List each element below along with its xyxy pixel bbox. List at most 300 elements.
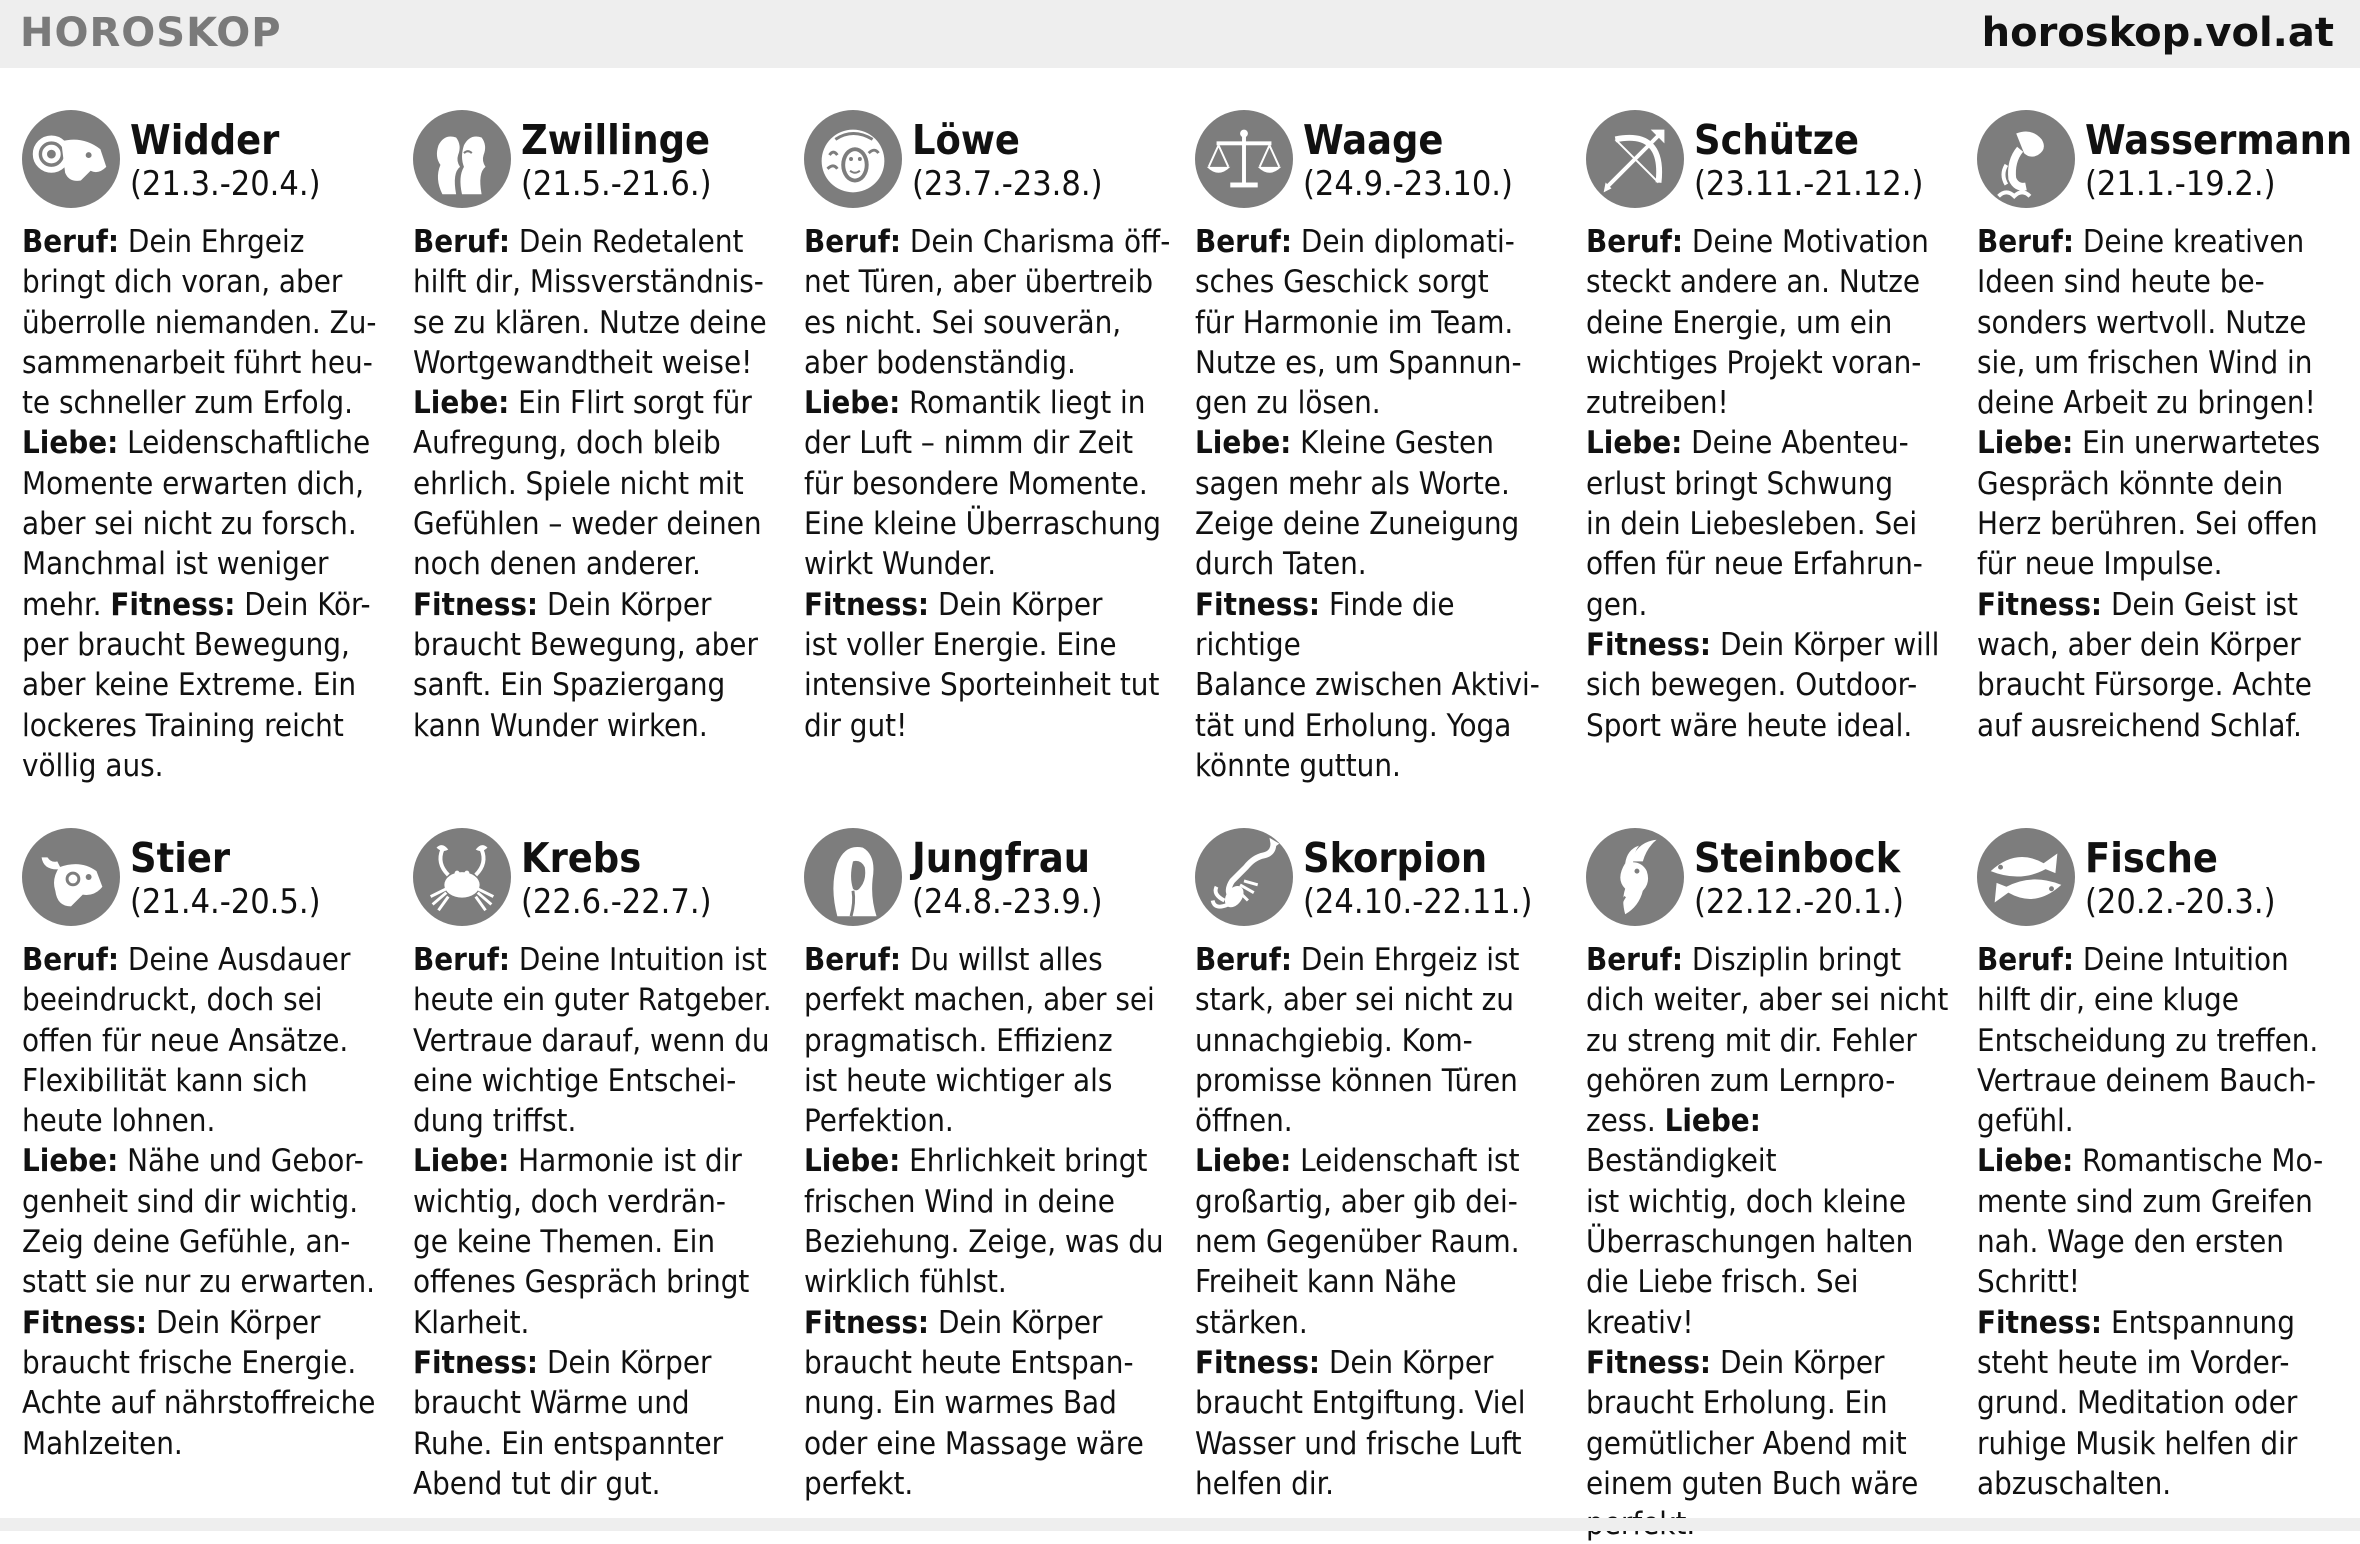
sign-name: Waage bbox=[1303, 116, 1444, 164]
header-bar bbox=[0, 0, 2360, 68]
text-segment: beeindruckt, doch sei bbox=[22, 982, 323, 1019]
bottom-rule bbox=[0, 1518, 2360, 1531]
text-line bbox=[1195, 544, 1567, 584]
text-line bbox=[1195, 1182, 1567, 1222]
text-line bbox=[1586, 423, 1958, 463]
text-line bbox=[22, 1424, 394, 1464]
text-line bbox=[1195, 1464, 1567, 1504]
pisces-fish-icon bbox=[1977, 828, 2075, 926]
text-line bbox=[22, 1343, 394, 1383]
libra-scales-icon bbox=[1195, 110, 1293, 208]
text-segment: Vertraue deinem Bauch- bbox=[1977, 1062, 2316, 1099]
text-segment: gen zu lösen. bbox=[1195, 385, 1381, 422]
text-segment: braucht Fürsorge. Achte bbox=[1977, 667, 2312, 704]
text-segment: promisse können Türen bbox=[1195, 1062, 1518, 1099]
text-line bbox=[22, 665, 394, 705]
text-segment: nah. Wage den ersten bbox=[1977, 1224, 2284, 1261]
text-line bbox=[1977, 383, 2349, 423]
text-line bbox=[804, 1101, 1176, 1141]
text-line bbox=[1195, 1262, 1567, 1302]
text-line bbox=[804, 1303, 1176, 1343]
text-segment: völlig aus. bbox=[22, 747, 164, 784]
text-line bbox=[22, 303, 394, 343]
text-segment: noch denen anderer. bbox=[413, 546, 701, 583]
text-line bbox=[22, 383, 394, 423]
text-line bbox=[1586, 1383, 1958, 1423]
text-segment: intensive Sporteinheit tut bbox=[804, 667, 1160, 704]
text-line bbox=[22, 1262, 394, 1302]
text-segment: offenes Gespräch bringt bbox=[413, 1264, 750, 1301]
text-segment: Wasser und frische Luft bbox=[1195, 1425, 1522, 1462]
text-segment: bringt dich voran, aber bbox=[22, 264, 343, 301]
text-line bbox=[22, 1182, 394, 1222]
section-label: Fitness: bbox=[1977, 1304, 2103, 1341]
text-line bbox=[1977, 1101, 2349, 1141]
text-line bbox=[22, 1101, 394, 1141]
aquarius-water-bearer-icon bbox=[1977, 110, 2075, 208]
sign-name: Löwe bbox=[912, 116, 1020, 164]
text-segment: braucht heute Entspan- bbox=[804, 1344, 1134, 1381]
section-label: Fitness: bbox=[804, 586, 930, 623]
section-label: Fitness: bbox=[1586, 1344, 1712, 1381]
text-segment: lockeres Training reicht bbox=[22, 707, 344, 744]
text-segment: Eine kleine Überraschung bbox=[804, 506, 1161, 543]
text-line bbox=[413, 1343, 785, 1383]
text-line bbox=[1977, 1021, 2349, 1061]
text-segment: öffnen. bbox=[1195, 1103, 1293, 1140]
text-line bbox=[1195, 303, 1567, 343]
text-line bbox=[1586, 1101, 1958, 1182]
text-segment: statt sie nur zu erwarten. bbox=[22, 1264, 376, 1301]
text-line bbox=[22, 1141, 394, 1181]
text-line bbox=[804, 706, 1176, 746]
text-segment: Schritt! bbox=[1977, 1264, 2080, 1301]
text-line bbox=[1977, 262, 2349, 302]
text-segment: mehr. bbox=[22, 586, 111, 623]
text-line bbox=[804, 980, 1176, 1020]
section-label: Liebe: bbox=[804, 1143, 901, 1180]
text-segment: perfekt machen, aber sei bbox=[804, 982, 1155, 1019]
text-line bbox=[413, 625, 785, 665]
text-segment: Dein Körper bbox=[538, 1344, 712, 1381]
text-line bbox=[413, 1141, 785, 1181]
text-line bbox=[413, 1262, 785, 1302]
text-segment: die Liebe frisch. Sei bbox=[1586, 1264, 1859, 1301]
text-segment: Romantische Mo- bbox=[2073, 1143, 2324, 1180]
text-line bbox=[804, 1464, 1176, 1504]
text-segment: dich weiter, aber sei nicht bbox=[1586, 982, 1949, 1019]
section-label: Fitness: bbox=[804, 1304, 930, 1341]
gemini-twins-icon bbox=[413, 110, 511, 208]
text-segment: wirkt Wunder. bbox=[804, 546, 997, 583]
capricorn-ibex-icon bbox=[1586, 828, 1684, 926]
section-label: Fitness: bbox=[1195, 1344, 1321, 1381]
text-segment: für neue Impulse. bbox=[1977, 546, 2223, 583]
text-line bbox=[1195, 706, 1567, 746]
text-line bbox=[22, 423, 394, 463]
text-segment: Beständigkeit bbox=[1586, 1143, 1777, 1180]
text-segment: gefühl. bbox=[1977, 1103, 2074, 1140]
text-line bbox=[1586, 1303, 1958, 1343]
text-segment: sich bewegen. Outdoor- bbox=[1586, 667, 1918, 704]
section-label: Beruf: bbox=[1977, 224, 2075, 260]
text-line bbox=[1977, 1424, 2349, 1464]
section-label: Liebe: bbox=[1977, 425, 2074, 462]
text-segment: sonders wertvoll. Nutze bbox=[1977, 304, 2307, 341]
text-segment: genheit sind dir wichtig. bbox=[22, 1183, 359, 1220]
text-segment: braucht Erholung. Ein bbox=[1586, 1385, 1888, 1422]
text-segment: wichtig, doch verdrän- bbox=[413, 1183, 726, 1220]
text-line bbox=[1977, 1182, 2349, 1222]
text-line bbox=[1195, 1343, 1567, 1383]
text-line bbox=[22, 1061, 394, 1101]
text-segment: Ein unerwartetes bbox=[2073, 425, 2321, 462]
text-segment: Dein Körper bbox=[147, 1304, 321, 1341]
text-segment: oder eine Massage wäre bbox=[804, 1425, 1144, 1462]
text-line bbox=[1195, 343, 1567, 383]
text-line bbox=[1195, 423, 1567, 463]
text-segment: es nicht. Sei souverän, bbox=[804, 304, 1122, 341]
text-segment: frischen Wind in deine bbox=[804, 1183, 1115, 1220]
text-segment: Vertraue darauf, wenn du bbox=[413, 1022, 770, 1059]
text-segment: pragmatisch. Effizienz bbox=[804, 1022, 1113, 1059]
text-segment: dir gut! bbox=[804, 707, 908, 744]
text-line bbox=[804, 1262, 1176, 1302]
text-line bbox=[1586, 222, 1958, 262]
horoscope-text bbox=[22, 940, 394, 1464]
text-segment: Mahlzeiten. bbox=[22, 1425, 183, 1462]
text-line bbox=[1977, 665, 2349, 705]
text-line bbox=[1977, 222, 2349, 262]
section-label: Beruf: bbox=[1977, 942, 2075, 978]
text-segment: dung triffst. bbox=[413, 1103, 577, 1140]
sign-name: Jungfrau bbox=[912, 834, 1091, 882]
aries-ram-icon bbox=[22, 110, 120, 208]
text-line bbox=[1195, 585, 1567, 666]
sagittarius-bow-icon bbox=[1586, 110, 1684, 208]
section-label: Beruf: bbox=[1586, 942, 1684, 978]
horoscope-text bbox=[1195, 222, 1567, 786]
text-segment: kreativ! bbox=[1586, 1304, 1694, 1341]
text-segment: braucht Wärme und bbox=[413, 1385, 690, 1422]
sign-dates: (21.4.-20.5.) bbox=[130, 882, 321, 922]
text-segment: Deine Intuition ist bbox=[510, 942, 767, 978]
text-line bbox=[413, 303, 785, 343]
text-line bbox=[1586, 1222, 1958, 1262]
text-segment: sagen mehr als Worte. bbox=[1195, 465, 1510, 502]
section-label: Liebe: bbox=[1664, 1103, 1761, 1140]
text-segment: Kleine Gesten bbox=[1291, 425, 1494, 462]
text-line bbox=[1195, 262, 1567, 302]
text-line bbox=[1977, 423, 2349, 463]
text-segment: Nähe und Gebor- bbox=[118, 1143, 364, 1180]
text-segment: te schneller zum Erfolg. bbox=[22, 385, 353, 422]
text-line bbox=[1586, 706, 1958, 746]
text-segment: Nutze es, um Spannun- bbox=[1195, 344, 1522, 381]
text-line bbox=[1195, 1383, 1567, 1423]
text-segment: wirklich fühlst. bbox=[804, 1264, 1007, 1301]
text-segment: unnachgiebig. Kom- bbox=[1195, 1022, 1473, 1059]
text-segment: könnte guttun. bbox=[1195, 747, 1401, 784]
text-segment: Balance zwischen Aktivi- bbox=[1195, 667, 1540, 704]
text-segment: mente sind zum Greifen bbox=[1977, 1183, 2313, 1220]
text-segment: Dein Geist ist bbox=[2102, 586, 2298, 623]
text-line bbox=[1195, 1141, 1567, 1181]
text-line bbox=[413, 585, 785, 625]
sign-name: Wassermann bbox=[2085, 116, 2353, 164]
text-segment: Zeige deine Zuneigung bbox=[1195, 506, 1520, 543]
text-line bbox=[1977, 940, 2349, 980]
section-label: Beruf: bbox=[22, 224, 120, 260]
section-label: Beruf: bbox=[1586, 224, 1684, 260]
text-segment: Dein diplomati- bbox=[1292, 224, 1515, 260]
text-line bbox=[1586, 1182, 1958, 1222]
horoscope-text bbox=[1195, 940, 1567, 1504]
horoscope-text bbox=[413, 940, 785, 1504]
text-line bbox=[1977, 706, 2349, 746]
text-segment: Dein Ehrgeiz ist bbox=[1292, 942, 1520, 978]
text-line bbox=[413, 383, 785, 423]
text-segment: hilft dir, eine kluge bbox=[1977, 982, 2239, 1019]
text-line bbox=[1195, 1101, 1567, 1141]
text-line bbox=[413, 1464, 785, 1504]
text-line bbox=[22, 343, 394, 383]
section-label: Liebe: bbox=[804, 385, 901, 422]
text-line bbox=[804, 383, 1176, 423]
text-line bbox=[22, 746, 394, 786]
text-segment: ist voller Energie. Eine bbox=[804, 626, 1117, 663]
text-line bbox=[1195, 1303, 1567, 1343]
text-segment: Romantik liegt in bbox=[900, 385, 1146, 422]
section-label: Beruf: bbox=[413, 224, 511, 260]
text-line bbox=[804, 303, 1176, 343]
section-label: Liebe: bbox=[1977, 1143, 2074, 1180]
section-label: Fitness: bbox=[1195, 586, 1321, 623]
text-segment: abzuschalten. bbox=[1977, 1465, 2172, 1502]
text-line bbox=[804, 1141, 1176, 1181]
text-segment: Ein Flirt sorgt für bbox=[509, 385, 752, 422]
text-line bbox=[804, 940, 1176, 980]
text-line bbox=[413, 940, 785, 980]
text-segment: überrolle niemanden. Zu- bbox=[22, 304, 377, 341]
text-line bbox=[22, 464, 394, 504]
text-segment: in dein Liebesleben. Sei bbox=[1586, 506, 1918, 543]
text-line bbox=[1977, 1222, 2349, 1262]
text-line bbox=[22, 980, 394, 1020]
text-segment: stärken. bbox=[1195, 1304, 1308, 1341]
text-line bbox=[413, 222, 785, 262]
section-label: Liebe: bbox=[1195, 1143, 1292, 1180]
text-segment: Ehrlichkeit bringt bbox=[900, 1143, 1148, 1180]
text-line bbox=[1195, 665, 1567, 705]
text-line bbox=[1586, 1061, 1958, 1101]
text-segment: ist wichtig, doch kleine bbox=[1586, 1183, 1907, 1220]
taurus-bull-icon bbox=[22, 828, 120, 926]
section-label: Liebe: bbox=[22, 1143, 119, 1180]
text-segment: se zu klären. Nutze deine bbox=[413, 304, 767, 341]
horoscope-text bbox=[804, 222, 1176, 746]
text-segment: steckt andere an. Nutze bbox=[1586, 264, 1921, 301]
text-line bbox=[1586, 625, 1958, 665]
text-line bbox=[1977, 1464, 2349, 1504]
text-segment: Disziplin bringt bbox=[1683, 942, 1902, 978]
text-line bbox=[413, 1182, 785, 1222]
text-line bbox=[1977, 980, 2349, 1020]
text-line bbox=[413, 1222, 785, 1262]
section-label: Beruf: bbox=[22, 942, 120, 978]
text-segment: heute lohnen. bbox=[22, 1103, 216, 1140]
text-segment: für besondere Momente. bbox=[804, 465, 1148, 502]
text-segment: Deine Intuition bbox=[2074, 942, 2289, 978]
section-label: Beruf: bbox=[804, 224, 902, 260]
text-line bbox=[1586, 383, 1958, 423]
sign-dates: (21.5.-21.6.) bbox=[521, 164, 712, 204]
text-segment: Harmonie ist dir bbox=[509, 1143, 742, 1180]
text-segment: heute ein guter Ratgeber. bbox=[413, 982, 772, 1019]
text-line bbox=[22, 625, 394, 665]
text-segment: wichtiges Projekt voran- bbox=[1586, 344, 1922, 381]
text-line bbox=[1977, 544, 2349, 584]
text-line bbox=[22, 544, 394, 584]
text-line bbox=[1586, 1343, 1958, 1383]
text-segment: offen für neue Erfahrun- bbox=[1586, 546, 1923, 583]
text-segment: Dein Charisma öff- bbox=[901, 224, 1171, 260]
horoscope-text bbox=[22, 222, 394, 786]
text-line bbox=[804, 625, 1176, 665]
text-line bbox=[413, 343, 785, 383]
text-segment: zu streng mit dir. Fehler bbox=[1586, 1022, 1917, 1059]
sign-dates: (24.10.-22.11.) bbox=[1303, 882, 1533, 922]
horoscope-text bbox=[1977, 222, 2349, 746]
text-line bbox=[1977, 1141, 2349, 1181]
text-line bbox=[804, 343, 1176, 383]
text-segment: per braucht Bewegung, bbox=[22, 626, 350, 663]
text-line bbox=[22, 1383, 394, 1423]
text-line bbox=[1195, 1021, 1567, 1061]
text-line bbox=[413, 1383, 785, 1423]
text-segment: hilft dir, Missverständnis- bbox=[413, 264, 764, 301]
text-line bbox=[804, 1343, 1176, 1383]
text-segment: großartig, aber gib dei- bbox=[1195, 1183, 1518, 1220]
text-segment: ruhige Musik helfen dir bbox=[1977, 1425, 2298, 1462]
section-label: Fitness: bbox=[110, 586, 236, 623]
text-segment: Dein Körper bbox=[929, 1304, 1103, 1341]
text-line bbox=[1977, 504, 2349, 544]
text-segment: durch Taten. bbox=[1195, 546, 1367, 583]
text-segment: Dein Körper bbox=[538, 586, 712, 623]
sign-dates: (24.9.-23.10.) bbox=[1303, 164, 1513, 204]
text-line bbox=[413, 1424, 785, 1464]
text-line bbox=[22, 1222, 394, 1262]
section-label: Liebe: bbox=[1195, 425, 1292, 462]
text-segment: Dein Redetalent bbox=[510, 224, 744, 260]
text-segment: Flexibilität kann sich bbox=[22, 1062, 308, 1099]
text-line bbox=[1195, 746, 1567, 786]
text-line bbox=[1195, 504, 1567, 544]
text-segment: Zeig deine Gefühle, an- bbox=[22, 1224, 351, 1261]
text-segment: aber sei nicht zu forsch. bbox=[22, 506, 357, 543]
text-segment: sches Geschick sorgt bbox=[1195, 264, 1489, 301]
text-segment: Momente erwarten dich, bbox=[22, 465, 365, 502]
text-segment: erlust bringt Schwung bbox=[1586, 465, 1894, 502]
text-segment: Finde die richtige bbox=[1195, 586, 1455, 663]
text-segment: Aufregung, doch bleib bbox=[413, 425, 721, 462]
sign-dates: (22.12.-20.1.) bbox=[1694, 882, 1904, 922]
text-line bbox=[1195, 464, 1567, 504]
sign-name: Stier bbox=[130, 834, 231, 882]
text-segment: für Harmonie im Team. bbox=[1195, 304, 1514, 341]
text-segment: Entspannung bbox=[2102, 1304, 2295, 1341]
text-segment: Perfektion. bbox=[804, 1103, 954, 1140]
text-line bbox=[1586, 940, 1958, 980]
section-label: Fitness: bbox=[413, 1344, 539, 1381]
text-line bbox=[413, 544, 785, 584]
text-segment: Ideen sind heute be- bbox=[1977, 264, 2265, 301]
section-label: Fitness: bbox=[413, 586, 539, 623]
sign-dates: (22.6.-22.7.) bbox=[521, 882, 712, 922]
site-link[interactable]: horoskop.vol.at bbox=[1981, 10, 2334, 56]
text-line bbox=[804, 262, 1176, 302]
text-segment: Dein Körper bbox=[1320, 1344, 1494, 1381]
sign-name: Krebs bbox=[521, 834, 642, 882]
text-segment: net Türen, aber übertreib bbox=[804, 264, 1154, 301]
text-segment: aber bodenständig. bbox=[804, 344, 1076, 381]
text-segment: tät und Erholung. Yoga bbox=[1195, 707, 1512, 744]
text-line bbox=[1195, 1061, 1567, 1101]
text-segment: Wortgewandtheit weise! bbox=[413, 344, 753, 381]
text-segment: Dein Ehrgeiz bbox=[119, 224, 305, 260]
text-segment: Abend tut dir gut. bbox=[413, 1465, 661, 1502]
text-segment: wach, aber dein Körper bbox=[1977, 626, 2301, 663]
text-segment: nung. Ein warmes Bad bbox=[804, 1385, 1117, 1422]
text-segment: Deine Abenteu- bbox=[1682, 425, 1909, 462]
text-segment: Dein Kör- bbox=[235, 586, 371, 623]
text-segment: sie, um frischen Wind in bbox=[1977, 344, 2313, 381]
sign-dates: (21.1.-19.2.) bbox=[2085, 164, 2276, 204]
text-line bbox=[1977, 1262, 2349, 1302]
text-line bbox=[1586, 585, 1958, 625]
text-line bbox=[1195, 940, 1567, 980]
text-line bbox=[1586, 343, 1958, 383]
text-line bbox=[22, 262, 394, 302]
section-label: Liebe: bbox=[413, 1143, 510, 1180]
text-segment: Überraschungen halten bbox=[1586, 1224, 1914, 1261]
text-segment: einem guten Buch wäre bbox=[1586, 1465, 1919, 1502]
text-line bbox=[413, 665, 785, 705]
text-line bbox=[1586, 1424, 1958, 1464]
text-segment: kann Wunder wirken. bbox=[413, 707, 708, 744]
text-line bbox=[1195, 980, 1567, 1020]
horoscope-text bbox=[1586, 940, 1958, 1544]
section-label: Beruf: bbox=[804, 942, 902, 978]
text-segment: sanft. Ein Spaziergang bbox=[413, 667, 726, 704]
text-line bbox=[804, 1383, 1176, 1423]
text-line bbox=[804, 504, 1176, 544]
text-line bbox=[804, 1021, 1176, 1061]
text-line bbox=[804, 1061, 1176, 1101]
text-segment: Sport wäre heute ideal. bbox=[1586, 707, 1913, 744]
text-segment: zutreiben! bbox=[1586, 385, 1729, 422]
section-label: Fitness: bbox=[1977, 586, 2103, 623]
text-line bbox=[413, 1021, 785, 1061]
text-segment: ehrlich. Spiele nicht mit bbox=[413, 465, 744, 502]
text-line bbox=[1195, 1424, 1567, 1464]
text-line bbox=[413, 1061, 785, 1101]
text-line bbox=[804, 1222, 1176, 1262]
text-segment: gehören zum Lernpro- bbox=[1586, 1062, 1896, 1099]
text-segment: Freiheit kann Nähe bbox=[1195, 1264, 1457, 1301]
text-line bbox=[1195, 383, 1567, 423]
